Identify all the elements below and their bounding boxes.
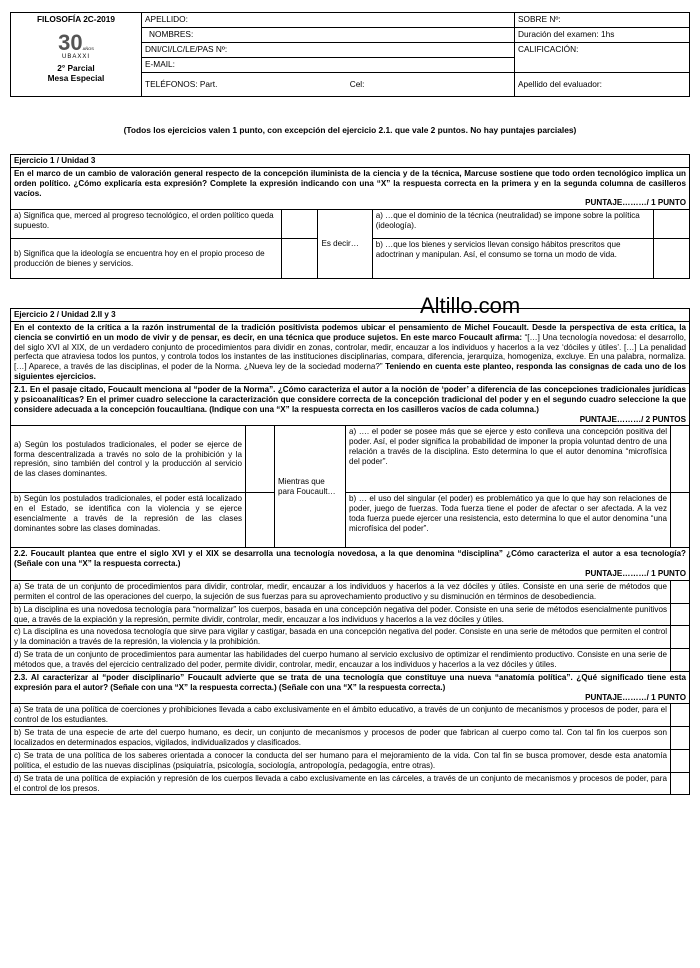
ex23-question-cell [11, 671, 690, 704]
ex22-check-b[interactable] [671, 603, 690, 626]
exam-line2: Mesa Especial [47, 73, 105, 84]
ex23-option-d: d) Se trata de una política de expiación y represión de los cuerpos llevada a cabo exclusivamente en las cárceles, a través de un conjunto de mecanismos y procesos de poder, para el control de los presos. [11, 772, 671, 795]
ex1-middle: Es decir… [318, 210, 372, 279]
ex2-intro-quote: “[…] Una tecnología novedosa: el desarrollo, del siglo XVI al XIX, de un verdadero conjunto de procedimientos para dividir en zonas, controlar, medir, encauzar a los individuos y hacerlos a la vez ‘dóciles y útiles’. […] La penalidad perfecta que atraviesa todos los puntos, y controla todos los instantes de las instituciones disciplinarias, compara, diferencia, jerarquiza, homogeniza, excluye. En una palabra, normaliza. […] Aparece, a través de las disciplinas, el poder de la Norma. ¿Nueva ley de la sociedad moderna?” [14, 332, 687, 372]
exercise-2-table [10, 308, 690, 795]
ex21-left-b: b) Según los postulados tradicionales, el poder está localizado en el Estado, se identifica con la violencia y se ejerce esencialmente a través de la represión de las clases dominantes sobre las clases dominadas. [11, 493, 246, 548]
ex1-right-b: b) …que los bienes y servicios llevan consigo hábitos prescritos que adoctrinan y manipulan. Así, el consumo se torna un modo de vida. [372, 239, 653, 279]
duracion-label: Duración del examen: 1hs [515, 28, 690, 43]
ex21-check-right-a[interactable] [671, 426, 690, 493]
ex23-check-c[interactable] [671, 749, 690, 772]
nombres-label: NOMBRES: [149, 29, 194, 39]
exercise-1-table [10, 154, 690, 279]
logo-org: UBAXXI [61, 54, 90, 61]
ex21-middle: Mientras que para Foucault… [275, 426, 346, 548]
ex2-intro [11, 321, 690, 383]
exam-line1: 2° Parcial [57, 63, 95, 74]
ex1-check-left-b[interactable] [282, 239, 318, 279]
apellido-field[interactable]: APELLIDO: [142, 13, 515, 28]
dni-field[interactable]: DNI/CI/LC/LE/PAS Nº: [142, 43, 515, 58]
logo-years: AÑOS [82, 46, 94, 52]
ex23-check-d[interactable] [671, 772, 690, 795]
ex2-title: Ejercicio 2 / Unidad 2.II y 3 [11, 309, 690, 322]
ex23-check-a[interactable] [671, 704, 690, 727]
ex22-option-d: d) Se trata de un conjunto de procedimientos para aumentar las habilidades del cuerpo humano al servicio exclusivo de optimizar el rendimiento productivo. Consiste en una serie de métodos que, a través del ejercicio centralizado del poder, permite dividir, controlar, medir, encauzar a los individuos y hacerlos a la vez dóciles y útiles. [11, 649, 671, 672]
ex22-check-a[interactable] [671, 581, 690, 604]
ex1-title: Ejercicio 1 / Unidad 3 [11, 155, 690, 168]
subject-label: FILOSOFÍA 2C-2019 [36, 14, 116, 24]
ex1-left-a: a) Significa que, merced al progreso tecnológico, el orden político queda supuesto. [11, 210, 282, 239]
ex1-check-right-a[interactable] [653, 210, 689, 239]
telefonos-field[interactable] [142, 73, 515, 97]
ex1-right-a: a) …que el dominio de la técnica (neutralidad) se impone sobre la política (ideología). [372, 210, 653, 239]
ex22-check-d[interactable] [671, 649, 690, 672]
ex1-question-cell [11, 167, 690, 209]
ex23-option-c: c) Se trata de una política de los saberes orientada a conocer la conducta del ser humano para el mejoramiento de la vida. Con tal fin se busca promover, desde esta anatomía política, el estudio de las nuevas disciplinas (psiquiatría, psicología, sociología, antropología, pedagogía, entre otras). [11, 749, 671, 772]
logo-number: 30 [58, 30, 83, 56]
ex21-check-left-b[interactable] [246, 493, 275, 548]
ex22-question: 2.2. Foucault plantea que entre el siglo XVI y el XIX se desarrolla una tecnología novedosa, a la que denomina “disciplina” ¿Cómo caracteriza el autor a esa tecnología? (Señale con una “X” la respuesta correcta.) [14, 549, 686, 569]
ex21-check-left-a[interactable] [246, 426, 275, 493]
calificacion-field[interactable]: CALIFICACIÓN: [515, 43, 690, 73]
ex2-intro-bold: En el contexto de la crítica a la razón instrumental de la tradición positivista podemos ubicar el pensamiento de Michel Foucault. Desde la perspectiva de esta crítica, la ciencia se convirtió en un modo de vivir y de pensar, es decir, en una técnica que produce sujetos. En este marco Foucault afirma: [14, 322, 686, 342]
ex1-left-b: b) Significa que la ideología se encuentra hoy en el propio proceso de producción de bienes y servicios. [11, 239, 282, 279]
ex23-option-b: b) Se trata de una especie de arte del cuerpo humano, es decir, un conjunto de mecanismos y procesos de poder que fabrican al cuerpo como tal. Con tal fin los cuerpos son localizados en determinados espacios, vigilados, individualizados y clasificados. [11, 727, 671, 750]
cel-label: Cel: [349, 79, 365, 90]
ex23-option-a: a) Se trata de una política de coerciones y prohibiciones llevada a cabo exclusivamente en el ámbito educativo, a través de un conjunto de mecanismos y procesos de poder, para el control de los estudiantes. [11, 704, 671, 727]
ex23-score: PUNTAJE………/ 1 PUNTO [585, 692, 686, 702]
ex23-check-b[interactable] [671, 727, 690, 750]
ex1-question: En el marco de un cambio de valoración general respecto de la concepción iluminista de la ciencia y de la técnica, Marcuse sostiene que todo orden tecnológico implica un orden político. ¿Cómo explicaría esta expresión? Complete la expresión indicando con una “X” la respuesta correcta en la primera y en la segunda columna de casilleros vacíos. [14, 168, 686, 198]
email-field[interactable]: E-MAIL: [142, 58, 515, 73]
ex21-score: PUNTAJE………/ 2 PUNTOS [579, 414, 686, 424]
ex22-check-c[interactable] [671, 626, 690, 649]
ex22-option-b: b) La disciplina es una novedosa tecnología para “normalizar” los cuerpos, basada en una concepción negativa del poder. Consiste en una serie de métodos esencialmente punitivos que, a través de la expiación y la represión, permite dividir, controlar, medir, encauzar a los individuos y hacerlos a la vez dóciles y útiles. [11, 603, 671, 626]
scoring-note: (Todos los ejercicios valen 1 punto, con excepción del ejercicio 2.1. que vale 2 puntos. No hay puntajes parciales) [123, 125, 577, 135]
ex1-check-left-a[interactable] [282, 210, 318, 239]
watermark: Altillo.com [420, 293, 521, 318]
ex23-question: 2.3. Al caracterizar al “poder disciplinario” Foucault advierte que se trata de una tecnología que constituye una nueva “anatomía política”. ¿Qué significado tiene esta expresión para el autor? (Señale con una “X” la respuesta correcta.) (Señale con una “X” la respuesta correcta.) [14, 672, 686, 692]
ex21-right-a: a) …. el poder se posee más que se ejerce y esto conlleva una concepción positiva del poder. Así, el poder significa la probabilidad de imponer la propia voluntad dentro de una relación a través de la disciplina. Esto determina lo que el autor denomina “microfísica del poder”. [346, 426, 671, 493]
ex22-question-cell [11, 548, 690, 581]
ex21-question-cell [11, 384, 690, 426]
ex22-option-c: c) La disciplina es una novedosa tecnología que sirve para vigilar y castigar, basada en una concepción negativa del poder. Consiste en una serie de métodos que permiten el control y la dominación a través de la represión, la violencia y la prohibición. [11, 626, 671, 649]
sobre-field[interactable]: SOBRE Nº: [515, 13, 690, 28]
ex2-intro-end: Teniendo en cuenta este planteo, responda las consignas de cada uno de los siguientes ejercicios. [14, 362, 686, 382]
ex21-left-a: a) Según los postulados tradicionales, el poder se ejerce de forma descentralizada a través no solo de la prohibición y la represión, sino también del control y la producción al servicio de las clases dominantes. [11, 426, 246, 493]
ex22-score: PUNTAJE………/ 1 PUNTO [585, 569, 686, 579]
ex21-right-b: b) … el uso del singular (el poder) es problemático ya que lo que hay son relaciones de poder, juego de fuerzas. Toda fuerza tiene el poder de afectar o ser afectada. A la vez toda fuerza puede ejercer una resistencia, esto determina lo que el autor denomina “una microfísica del poder”. [346, 493, 671, 548]
ex21-question: 2.1. En el pasaje citado, Foucault menciona al “poder de la Norma”. ¿Cómo caracteriza el autor a la noción de ‘poder’ a diferencia de las concepciones tradicionales jurídicas y psicoanalíticas? En el primer cuadro seleccione la caracterización que considere correcta de la concepción tradicional del poder y en el segundo cuadro seleccione la que considere adecuada a la concepción foucaultiana. (Indique con una “X” la respuesta correcta en los casilleros vacíos de cada columna.) [14, 385, 686, 414]
header-table [10, 12, 690, 97]
ex1-check-right-b[interactable] [653, 239, 689, 279]
ex21-check-right-b[interactable] [671, 493, 690, 548]
ubaxxi-logo [14, 32, 138, 60]
ex22-option-a: a) Se trata de un conjunto de procedimientos para dividir, controlar, medir, encauzar a los individuos y hacerlos a la vez dóciles y útiles. Consiste en una serie de métodos que permiten el control de las operaciones del cuerpo, la sujeción de sus fuerzas para su aprovechamiento productivo y su disminución en términos de desobediencia. [11, 581, 671, 604]
nombres-field[interactable] [142, 28, 515, 43]
ex1-score: PUNTAJE………/ 1 PUNTO [585, 198, 686, 208]
telefonos-label: TELÉFONOS: Part. [145, 79, 218, 90]
evaluador-field[interactable]: Apellido del evaluador: [515, 73, 690, 97]
header-left-cell [11, 13, 142, 97]
